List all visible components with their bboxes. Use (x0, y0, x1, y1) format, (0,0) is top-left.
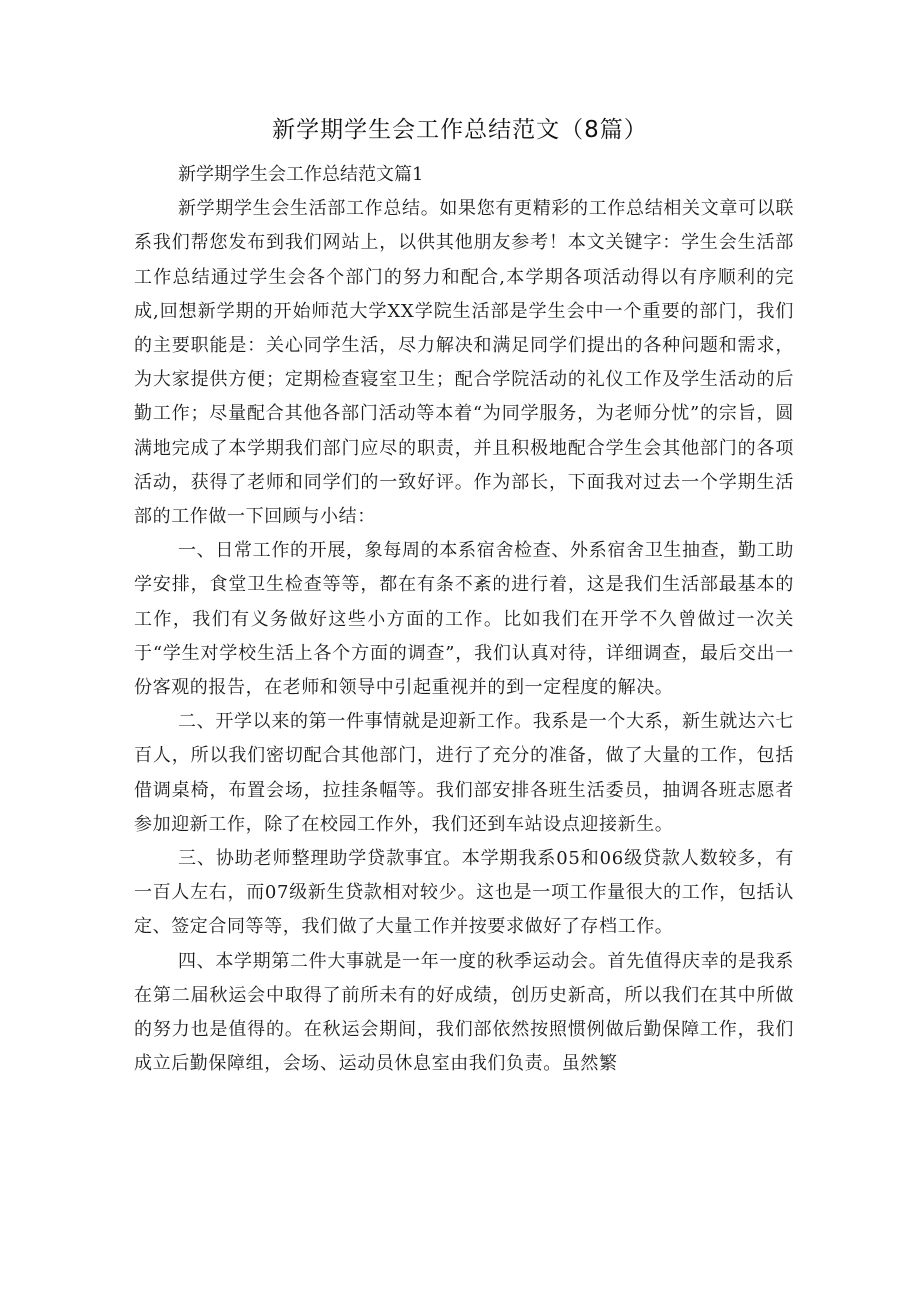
paragraph-student-loans: 三、协助老师整理助学贷款事宜。本学期我系05和06级贷款人数较多，有一百人左右，而07级新生贷款相对较少。这也是一项工作量很大的工作，包括认定、签定合同等等，我们做了大量工作并按要求做好了存档工作。 (134, 848, 794, 938)
document-title: 新学期学生会工作总结范文（8篇） (272, 117, 648, 143)
section-heading: 新学期学生会工作总结范文篇1 (178, 164, 424, 185)
paragraph-daily-work: 一、日常工作的开展，象每周的本系宿舍检查、外系宿舍卫生抽查，勤工助学安排，食堂卫生检查等等，都在有条不紊的进行着，这是我们生活部最基本的工作，我们有义务做好这些小方面的工作。比如我们在开学不久曾做过一次关于“学生对学校生活上各个方面的调查”，我们认真对待，详细调查，最后交出一份客观的报告，在老师和领导中引起重视并的到一定程度的解决。 (134, 540, 794, 699)
paragraph-intro: 新学期学生会生活部工作总结。如果您有更精彩的工作总结相关文章可以联系我们帮您发布到我们网站上，以供其他朋友参考！本文关键字：学生会生活部工作总结通过学生会各个部门的努力和配合,本学期各项活动得以有序顺利的完成,回想新学期的开始师范大学XX学院生活部是学生会中一个重要的部门，我们的主要职能是：关心同学生活，尽力解决和满足同学们提出的各种问题和需求，为大家提供方便；定期检查寝室卫生；配合学院活动的礼仪工作及学生活动的后勤工作；尽量配合其他各部门活动等本着“为同学服务，为老师分忧”的宗旨，圆满地完成了本学期我们部门应尽的职责，并且积极地配合学生会其他部门的各项活动，获得了老师和同学们的一致好评。作为部长，下面我对过去一个学期生活部的工作做一下回顾与小结： (134, 198, 794, 528)
paragraph-welcome-freshmen: 二、开学以来的第一件事情就是迎新工作。我系是一个大系，新生就达六七百人，所以我们密切配合其他部门，进行了充分的准备，做了大量的工作，包括借调桌椅，布置会场，拉挂条幅等。我们部安排各班生活委员，抽调各班志愿者参加迎新工作，除了在校园工作外，我们还到车站设点迎接新生。 (134, 711, 794, 835)
paragraph-sports-meet: 四、本学期第二件大事就是一年一度的秋季运动会。首先值得庆幸的是我系在第二届秋运会中取得了前所未有的好成绩，创历史新高，所以我们在其中所做的努力也是值得的。在秋运会期间，我们部依然按照惯例做后勤保障工作，我们成立后勤保障组，会场、运动员休息室由我们负责。虽然繁 (134, 950, 794, 1075)
document-body (134, 158, 794, 1081)
